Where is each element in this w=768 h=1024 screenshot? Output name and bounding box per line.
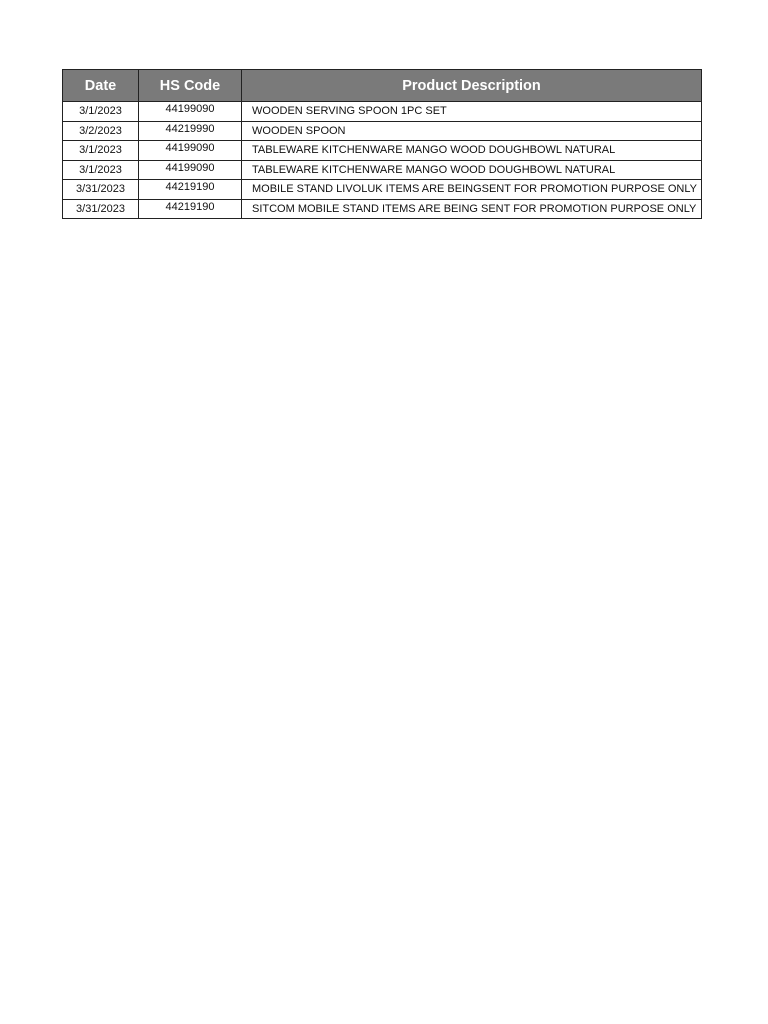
table-row (63, 121, 702, 141)
table-row (63, 102, 702, 122)
cell-date: 3/31/2023 (63, 199, 139, 219)
cell-date: 3/1/2023 (63, 160, 139, 180)
table-row (63, 180, 702, 200)
table-row (63, 199, 702, 219)
cell-description: TABLEWARE KITCHENWARE MANGO WOOD DOUGHBOWL NATURAL (242, 160, 702, 180)
cell-hs-code: 44199090 (139, 102, 242, 122)
table-header-row (63, 70, 702, 102)
cell-description: TABLEWARE KITCHENWARE MANGO WOOD DOUGHBOWL NATURAL (242, 141, 702, 161)
table-row (63, 141, 702, 161)
cell-description: WOODEN SPOON (242, 121, 702, 141)
table-row (63, 160, 702, 180)
header-date: Date (63, 70, 139, 102)
cell-hs-code: 44219190 (139, 199, 242, 219)
cell-description: WOODEN SERVING SPOON 1PC SET (242, 102, 702, 122)
cell-date: 3/31/2023 (63, 180, 139, 200)
header-hs-code: HS Code (139, 70, 242, 102)
shipment-table (62, 69, 702, 219)
document-page (62, 69, 701, 219)
cell-hs-code: 44219190 (139, 180, 242, 200)
cell-date: 3/2/2023 (63, 121, 139, 141)
cell-date: 3/1/2023 (63, 141, 139, 161)
header-product-description: Product Description (242, 70, 702, 102)
cell-date: 3/1/2023 (63, 102, 139, 122)
cell-description: MOBILE STAND LIVOLUK ITEMS ARE BEINGSENT FOR PROMOTION PURPOSE ONLY (242, 180, 702, 200)
cell-hs-code: 44199090 (139, 141, 242, 161)
cell-hs-code: 44219990 (139, 121, 242, 141)
cell-description: SITCOM MOBILE STAND ITEMS ARE BEING SENT FOR PROMOTION PURPOSE ONLY (242, 199, 702, 219)
cell-hs-code: 44199090 (139, 160, 242, 180)
